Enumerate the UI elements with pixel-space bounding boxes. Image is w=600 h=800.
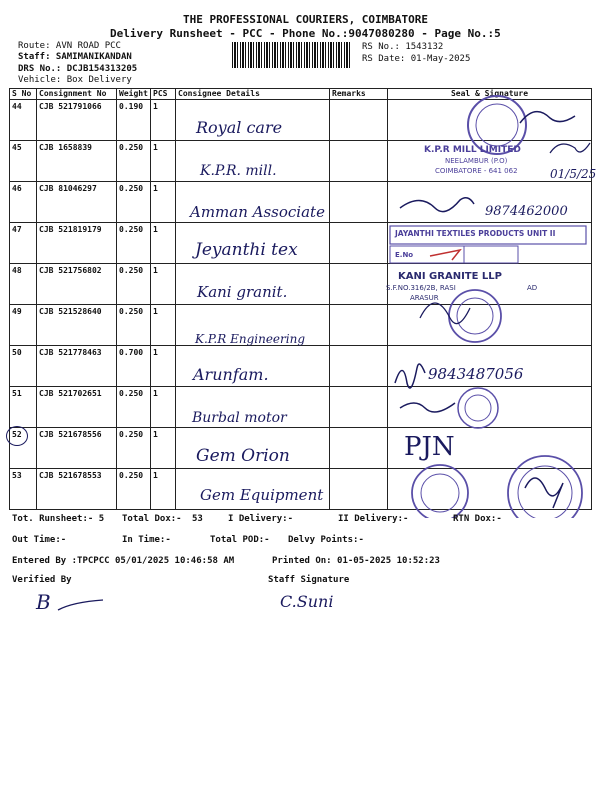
verified-by: Verified By bbox=[12, 575, 72, 585]
row-consignment: CJB 521791066 bbox=[39, 102, 102, 111]
signature-scribble bbox=[420, 303, 470, 324]
consignee-handwriting: Royal care bbox=[196, 118, 283, 137]
consignee-handwriting: Arunfam. bbox=[193, 365, 269, 384]
i-delivery: I Delivery:- bbox=[228, 514, 294, 524]
barcode bbox=[232, 42, 352, 68]
signature-scribble bbox=[400, 198, 474, 212]
check-mark bbox=[430, 250, 460, 260]
row-pcs: 1 bbox=[153, 102, 158, 111]
header-pcs: PCS bbox=[151, 89, 176, 100]
header-consignee: Consignee Details bbox=[176, 89, 330, 100]
drs-number: DRS No.: DCJB154313205 bbox=[18, 64, 138, 74]
row-consignment: CJB 81046297 bbox=[39, 184, 97, 193]
header-weight: Weight bbox=[117, 89, 151, 100]
row-weight: 0.700 bbox=[119, 348, 144, 357]
row-sno: 50 bbox=[12, 348, 22, 357]
consignee-handwriting: Kani granit. bbox=[197, 283, 288, 301]
row-weight: 0.250 bbox=[119, 184, 144, 193]
row-pcs: 1 bbox=[153, 225, 158, 234]
kpr-stamp-line1: K.P.R MILL LIMITED bbox=[424, 145, 521, 155]
consignee-handwriting: K.P.R Engineering bbox=[195, 332, 306, 346]
round-stamp-51 bbox=[458, 388, 498, 428]
row-pcs: 1 bbox=[153, 307, 158, 316]
header-consignment: Consignment No bbox=[37, 89, 117, 100]
row-sno: 49 bbox=[12, 307, 22, 316]
company-title: THE PROFESSIONAL COURIERS, COIMBATORE bbox=[183, 13, 429, 26]
verified-signature-stroke bbox=[56, 598, 106, 618]
row-pcs: 1 bbox=[153, 348, 158, 357]
entered-by: Entered By :TPCPCC 05/01/2025 10:46:58 AM bbox=[12, 556, 235, 566]
row-sno: 47 bbox=[12, 225, 22, 234]
row-sno: 48 bbox=[12, 266, 22, 275]
delvy-points: Delvy Points:- bbox=[288, 535, 364, 545]
gem-signature-handwriting: PJN bbox=[404, 432, 455, 462]
consignee-handwriting: Gem Equipment bbox=[200, 486, 324, 504]
staff-signature-label: Staff Signature bbox=[268, 575, 350, 585]
kani-stamp-line2: S.F.NO.316/2B, RASI bbox=[386, 284, 456, 292]
signature-scribble bbox=[395, 364, 425, 388]
jayanthi-stamp-text: JAYANTHI TEXTILES PRODUCTS UNIT II bbox=[395, 229, 556, 238]
total-pod: Total POD:- bbox=[210, 535, 270, 545]
consignee-handwriting: Amman Associate bbox=[190, 203, 325, 221]
consignee-handwriting: Gem Orion bbox=[196, 446, 290, 466]
header-remarks: Remarks bbox=[330, 89, 388, 100]
circle-mark bbox=[6, 426, 28, 446]
row-weight: 0.250 bbox=[119, 225, 144, 234]
row-weight: 0.190 bbox=[119, 102, 144, 111]
row-sno: 44 bbox=[12, 102, 22, 111]
kani-stamp-road: AD bbox=[527, 284, 538, 292]
printed-on: Printed On: 01-05-2025 10:52:23 bbox=[272, 556, 440, 566]
row-consignment: CJB 521778463 bbox=[39, 348, 102, 357]
route-label: Route: AVN ROAD PCC bbox=[18, 41, 121, 51]
row-weight: 0.250 bbox=[119, 266, 144, 275]
row-consignment: CJB 521528640 bbox=[39, 307, 102, 316]
kani-round-stamp bbox=[449, 290, 501, 342]
header-sno: S No bbox=[10, 89, 37, 100]
row-pcs: 1 bbox=[153, 266, 158, 275]
row-sno: 52 bbox=[12, 430, 22, 439]
rs-date: RS Date: 01-May-2025 bbox=[362, 54, 471, 64]
kpr-stamp-line3: COIMBATORE - 641 062 bbox=[435, 167, 518, 175]
ii-delivery: II Delivery:- bbox=[338, 514, 409, 524]
row-consignment: CJB 521756802 bbox=[39, 266, 102, 275]
kpr-stamp-line2: NEELAMBUR (P.O) bbox=[445, 157, 508, 165]
signature-scribble bbox=[550, 143, 590, 153]
runsheet-subtitle: Delivery Runsheet - PCC - Phone No.:9047080280 - Page No.:5 bbox=[110, 27, 501, 40]
row-pcs: 1 bbox=[153, 184, 158, 193]
amman-phone-handwriting: 9874462000 bbox=[485, 204, 568, 219]
round-stamp-gem-1 bbox=[412, 465, 468, 518]
in-time: In Time:- bbox=[122, 535, 171, 545]
staff-label: Staff: SAMIMANIKANDAN bbox=[18, 52, 132, 62]
row-pcs: 1 bbox=[153, 143, 158, 152]
jayanthi-eno-text: E.No bbox=[395, 251, 414, 259]
row-sno: 46 bbox=[12, 184, 22, 193]
row-weight: 0.250 bbox=[119, 143, 144, 152]
total-dox-value: 53 bbox=[192, 514, 203, 524]
staff-signature-handwriting: C.Suni bbox=[280, 592, 334, 611]
row-pcs: 1 bbox=[153, 389, 158, 398]
row-consignment: CJB 521678556 bbox=[39, 430, 102, 439]
row-consignment: CJB 521678553 bbox=[39, 471, 102, 480]
consignee-handwriting: K.P.R. mill. bbox=[200, 163, 277, 179]
row-pcs: 1 bbox=[153, 471, 158, 480]
consignee-handwriting: Burbal motor bbox=[192, 410, 287, 426]
row-consignment: CJB 1658839 bbox=[39, 143, 92, 152]
row-sno: 51 bbox=[12, 389, 22, 398]
row-sno: 45 bbox=[12, 143, 22, 152]
row-consignment: CJB 521819179 bbox=[39, 225, 102, 234]
row-weight: 0.250 bbox=[119, 430, 144, 439]
kani-stamp-line1: KANI GRANITE LLP bbox=[398, 271, 503, 282]
header-seal: Seal & Signature bbox=[388, 89, 592, 100]
jayanthi-date-box bbox=[464, 246, 518, 263]
row-weight: 0.250 bbox=[119, 307, 144, 316]
total-dox-label: Total Dox:- bbox=[122, 514, 182, 524]
rs-number: RS No.: 1543132 bbox=[362, 42, 444, 52]
signature-scribble bbox=[400, 403, 455, 412]
tot-runsheet: Tot. Runsheet:- 5 bbox=[12, 514, 105, 524]
row-consignment: CJB 521702651 bbox=[39, 389, 102, 398]
kani-stamp-line3: ARASUR bbox=[410, 294, 439, 302]
kpr-date-handwriting: 01/5/25 bbox=[550, 167, 597, 181]
row-sno: 53 bbox=[12, 471, 22, 480]
row-weight: 0.250 bbox=[119, 389, 144, 398]
row-pcs: 1 bbox=[153, 430, 158, 439]
vehicle-label: Vehicle: Box Delivery bbox=[18, 75, 132, 85]
consignee-handwriting: Jeyanthi tex bbox=[195, 240, 298, 260]
out-time: Out Time:- bbox=[12, 535, 67, 545]
verified-signature: B bbox=[36, 590, 51, 614]
row-weight: 0.250 bbox=[119, 471, 144, 480]
arun-phone-handwriting: 9843487056 bbox=[428, 365, 524, 383]
rtn-dox: RTN Dox:- bbox=[453, 514, 502, 524]
signature-scribble bbox=[520, 112, 575, 123]
signature-scribble bbox=[525, 478, 563, 508]
